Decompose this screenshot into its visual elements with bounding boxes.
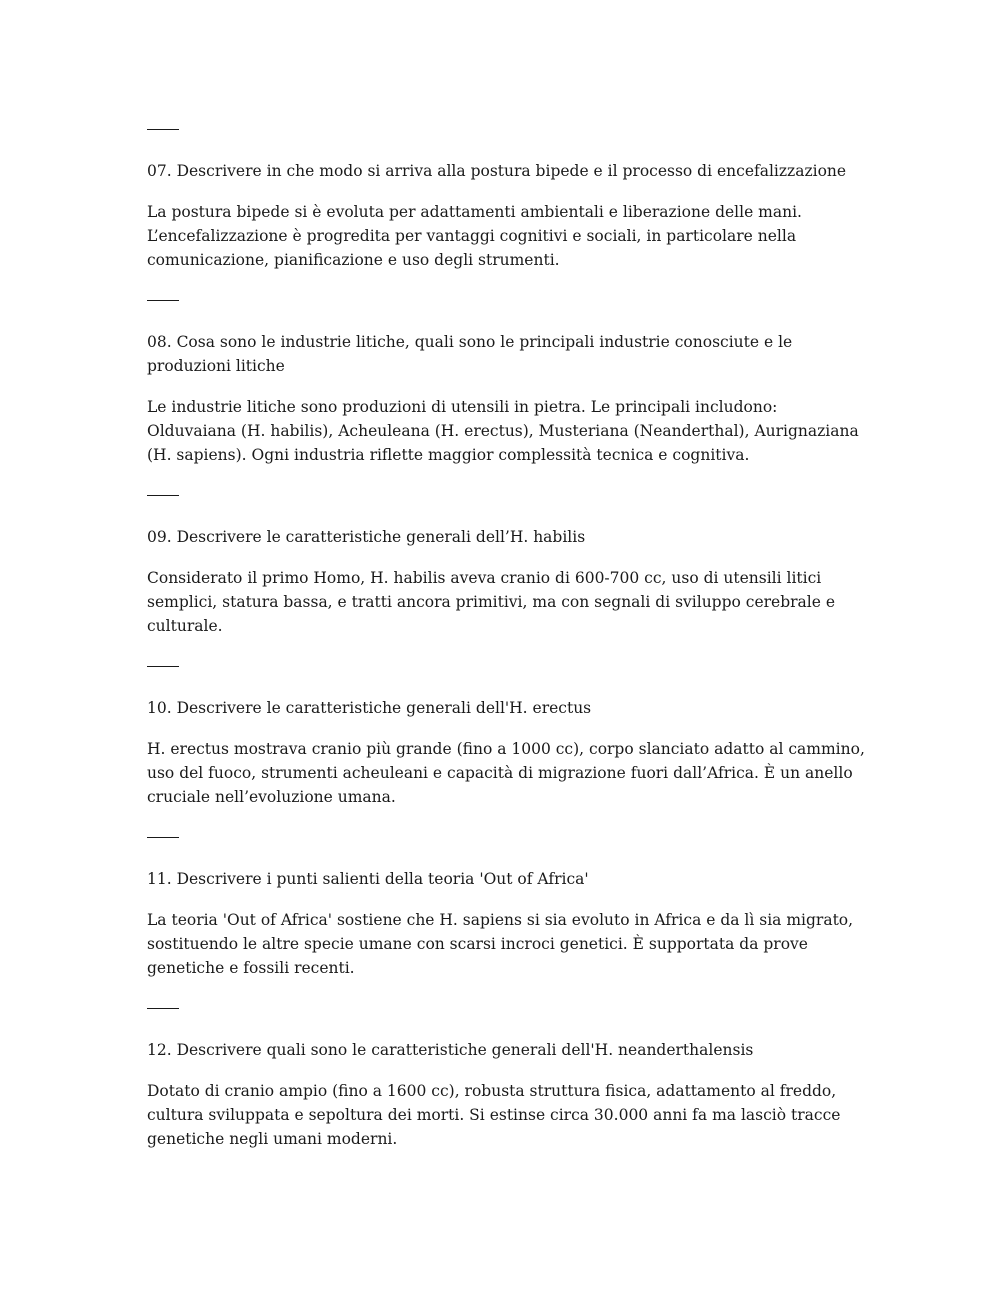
section-separator xyxy=(147,118,867,142)
question-text: 08. Cosa sono le industrie litiche, quali sono le principali industrie conosciute e le produzioni litiche xyxy=(147,333,793,375)
section-separator xyxy=(147,289,867,313)
answer-text: H. erectus mostrava cranio più grande (fino a 1000 cc), corpo slanciato adatto al cammino, uso del fuoco, strumenti acheuleani e capacità di migrazione fuori dall’Africa. È un anello cruciale nell’evoluzione umana. xyxy=(147,740,865,806)
qa-section-10 xyxy=(147,655,867,809)
answer-text: Considerato il primo Homo, H. habilis aveva cranio di 600-700 cc, uso di utensili litici semplici, statura bassa, e tratti ancora primitivi, ma con segnali di sviluppo cerebrale e culturale. xyxy=(147,569,836,635)
separator-rule xyxy=(147,129,179,130)
separator-rule xyxy=(147,1008,179,1009)
section-separator xyxy=(147,826,867,850)
question-text: 12. Descrivere quali sono le caratteristiche generali dell'H. neanderthalensis xyxy=(147,1041,754,1059)
qa-section-11 xyxy=(147,826,867,980)
answer-text: Dotato di cranio ampio (fino a 1600 cc), robusta struttura fisica, adattamento al freddo, cultura sviluppata e sepoltura dei morti. Si estinse circa 30.000 anni fa ma lasciò tracce genetiche negli umani moderni. xyxy=(147,1082,841,1148)
separator-rule xyxy=(147,300,179,301)
section-separator xyxy=(147,655,867,679)
question-text: 11. Descrivere i punti salienti della teoria 'Out of Africa' xyxy=(147,870,589,888)
qa-section-08 xyxy=(147,289,867,467)
section-separator xyxy=(147,484,867,508)
separator-rule xyxy=(147,837,179,838)
separator-rule xyxy=(147,666,179,667)
answer-text: Le industrie litiche sono produzioni di utensili in pietra. Le principali includono: Olduvaiana (H. habilis), Acheuleana (H. erectus), Musteriana (Neanderthal), Aurignaziana (H. sapiens). Ogni industria riflette maggior complessità tecnica e cognitiva. xyxy=(147,398,859,464)
qa-section-07 xyxy=(147,118,867,272)
qa-section-09 xyxy=(147,484,867,638)
question-text: 07. Descrivere in che modo si arriva alla postura bipede e il processo di encefalizzazione xyxy=(147,162,847,180)
qa-section-12 xyxy=(147,997,867,1151)
document-page xyxy=(147,118,867,1151)
answer-text: La postura bipede si è evoluta per adattamenti ambientali e liberazione delle mani. L’encefalizzazione è progredita per vantaggi cognitivi e sociali, in particolare nella comunicazione, pianificazione e uso degli strumenti. xyxy=(147,203,802,269)
question-text: 10. Descrivere le caratteristiche generali dell'H. erectus xyxy=(147,699,592,717)
separator-rule xyxy=(147,495,179,496)
question-text: 09. Descrivere le caratteristiche generali dell’H. habilis xyxy=(147,528,586,546)
section-separator xyxy=(147,997,867,1021)
answer-text: La teoria 'Out of Africa' sostiene che H. sapiens si sia evoluto in Africa e da lì sia migrato, sostituendo le altre specie umane con scarsi incroci genetici. È supportata da prove genetiche e fossili recenti. xyxy=(147,911,854,977)
